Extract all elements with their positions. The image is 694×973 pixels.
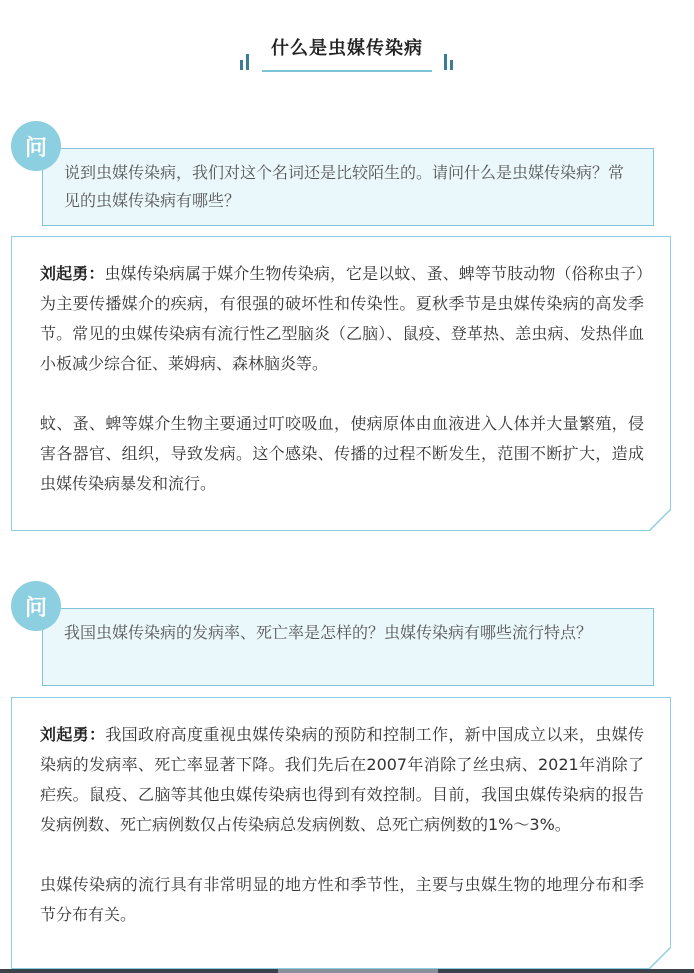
page-title: 什么是虫媒传染病 bbox=[271, 38, 423, 59]
corner-fold-icon bbox=[649, 509, 671, 531]
question-text: 说到虫媒传染病，我们对这个名词还是比较陌生的。请问什么是虫媒传染病？常见的虫媒传染病有哪些？ bbox=[64, 163, 625, 210]
answer-box bbox=[11, 697, 671, 969]
section-header bbox=[0, 30, 694, 74]
answer-paragraph: 刘起勇：我国政府高度重视虫媒传染病的预防和控制工作，新中国成立以来，虫媒传染病的发病率、死亡率显著下降。我们先后在2007年消除了丝虫病、2021年消除了疟疾。鼠疫、乙脑等其他虫媒传染病也得到有效控制。目前，我国虫媒传染病的报告发病例数、死亡病例数仅占传染病总发病例数、总死亡病例数的1%～3%。 bbox=[40, 725, 644, 834]
title-underline bbox=[262, 70, 432, 72]
answer-paragraph: 虫媒传染病的流行具有非常明显的地方性和季节性，主要与虫媒生物的地理分布和季节分布有关。 bbox=[40, 875, 644, 924]
question-badge-icon: 问 bbox=[11, 121, 61, 171]
corner-fold-icon bbox=[649, 947, 671, 969]
question-box bbox=[42, 608, 654, 686]
answer-paragraph: 刘起勇：虫媒传染病属于媒介生物传染病，它是以蚊、蚤、蜱等节肢动物（俗称虫子）为主要传播媒介的疾病，有很强的破坏性和传染性。夏秋季节是虫媒传染病的高发季节。常见的虫媒传染病有流行性乙型脑炎（乙脑）、鼠疫、登革热、恙虫病、发热伴血小板减少综合征、莱姆病、森林脑炎等。 bbox=[40, 264, 644, 373]
speaker-name: 刘起勇： bbox=[40, 725, 106, 744]
bottom-scrollbar[interactable] bbox=[0, 969, 694, 973]
answer-paragraph: 蚊、蚤、蜱等媒介生物主要通过叮咬吸血，使病原体由血液进入人体并大量繁殖，侵害各器官、组织，导致发病。这个感染、传播的过程不断发生，范围不断扩大，造成虫媒传染病暴发和流行。 bbox=[40, 414, 644, 493]
answer-box bbox=[11, 236, 671, 531]
question-box bbox=[42, 148, 654, 226]
title-right-bars-icon bbox=[444, 54, 453, 70]
speaker-name: 刘起勇： bbox=[40, 264, 105, 283]
scrollbar-thumb[interactable] bbox=[278, 969, 438, 973]
question-badge-icon: 问 bbox=[11, 581, 61, 631]
question-text: 我国虫媒传染病的发病率、死亡率是怎样的？虫媒传染病有哪些流行特点？ bbox=[64, 623, 593, 642]
